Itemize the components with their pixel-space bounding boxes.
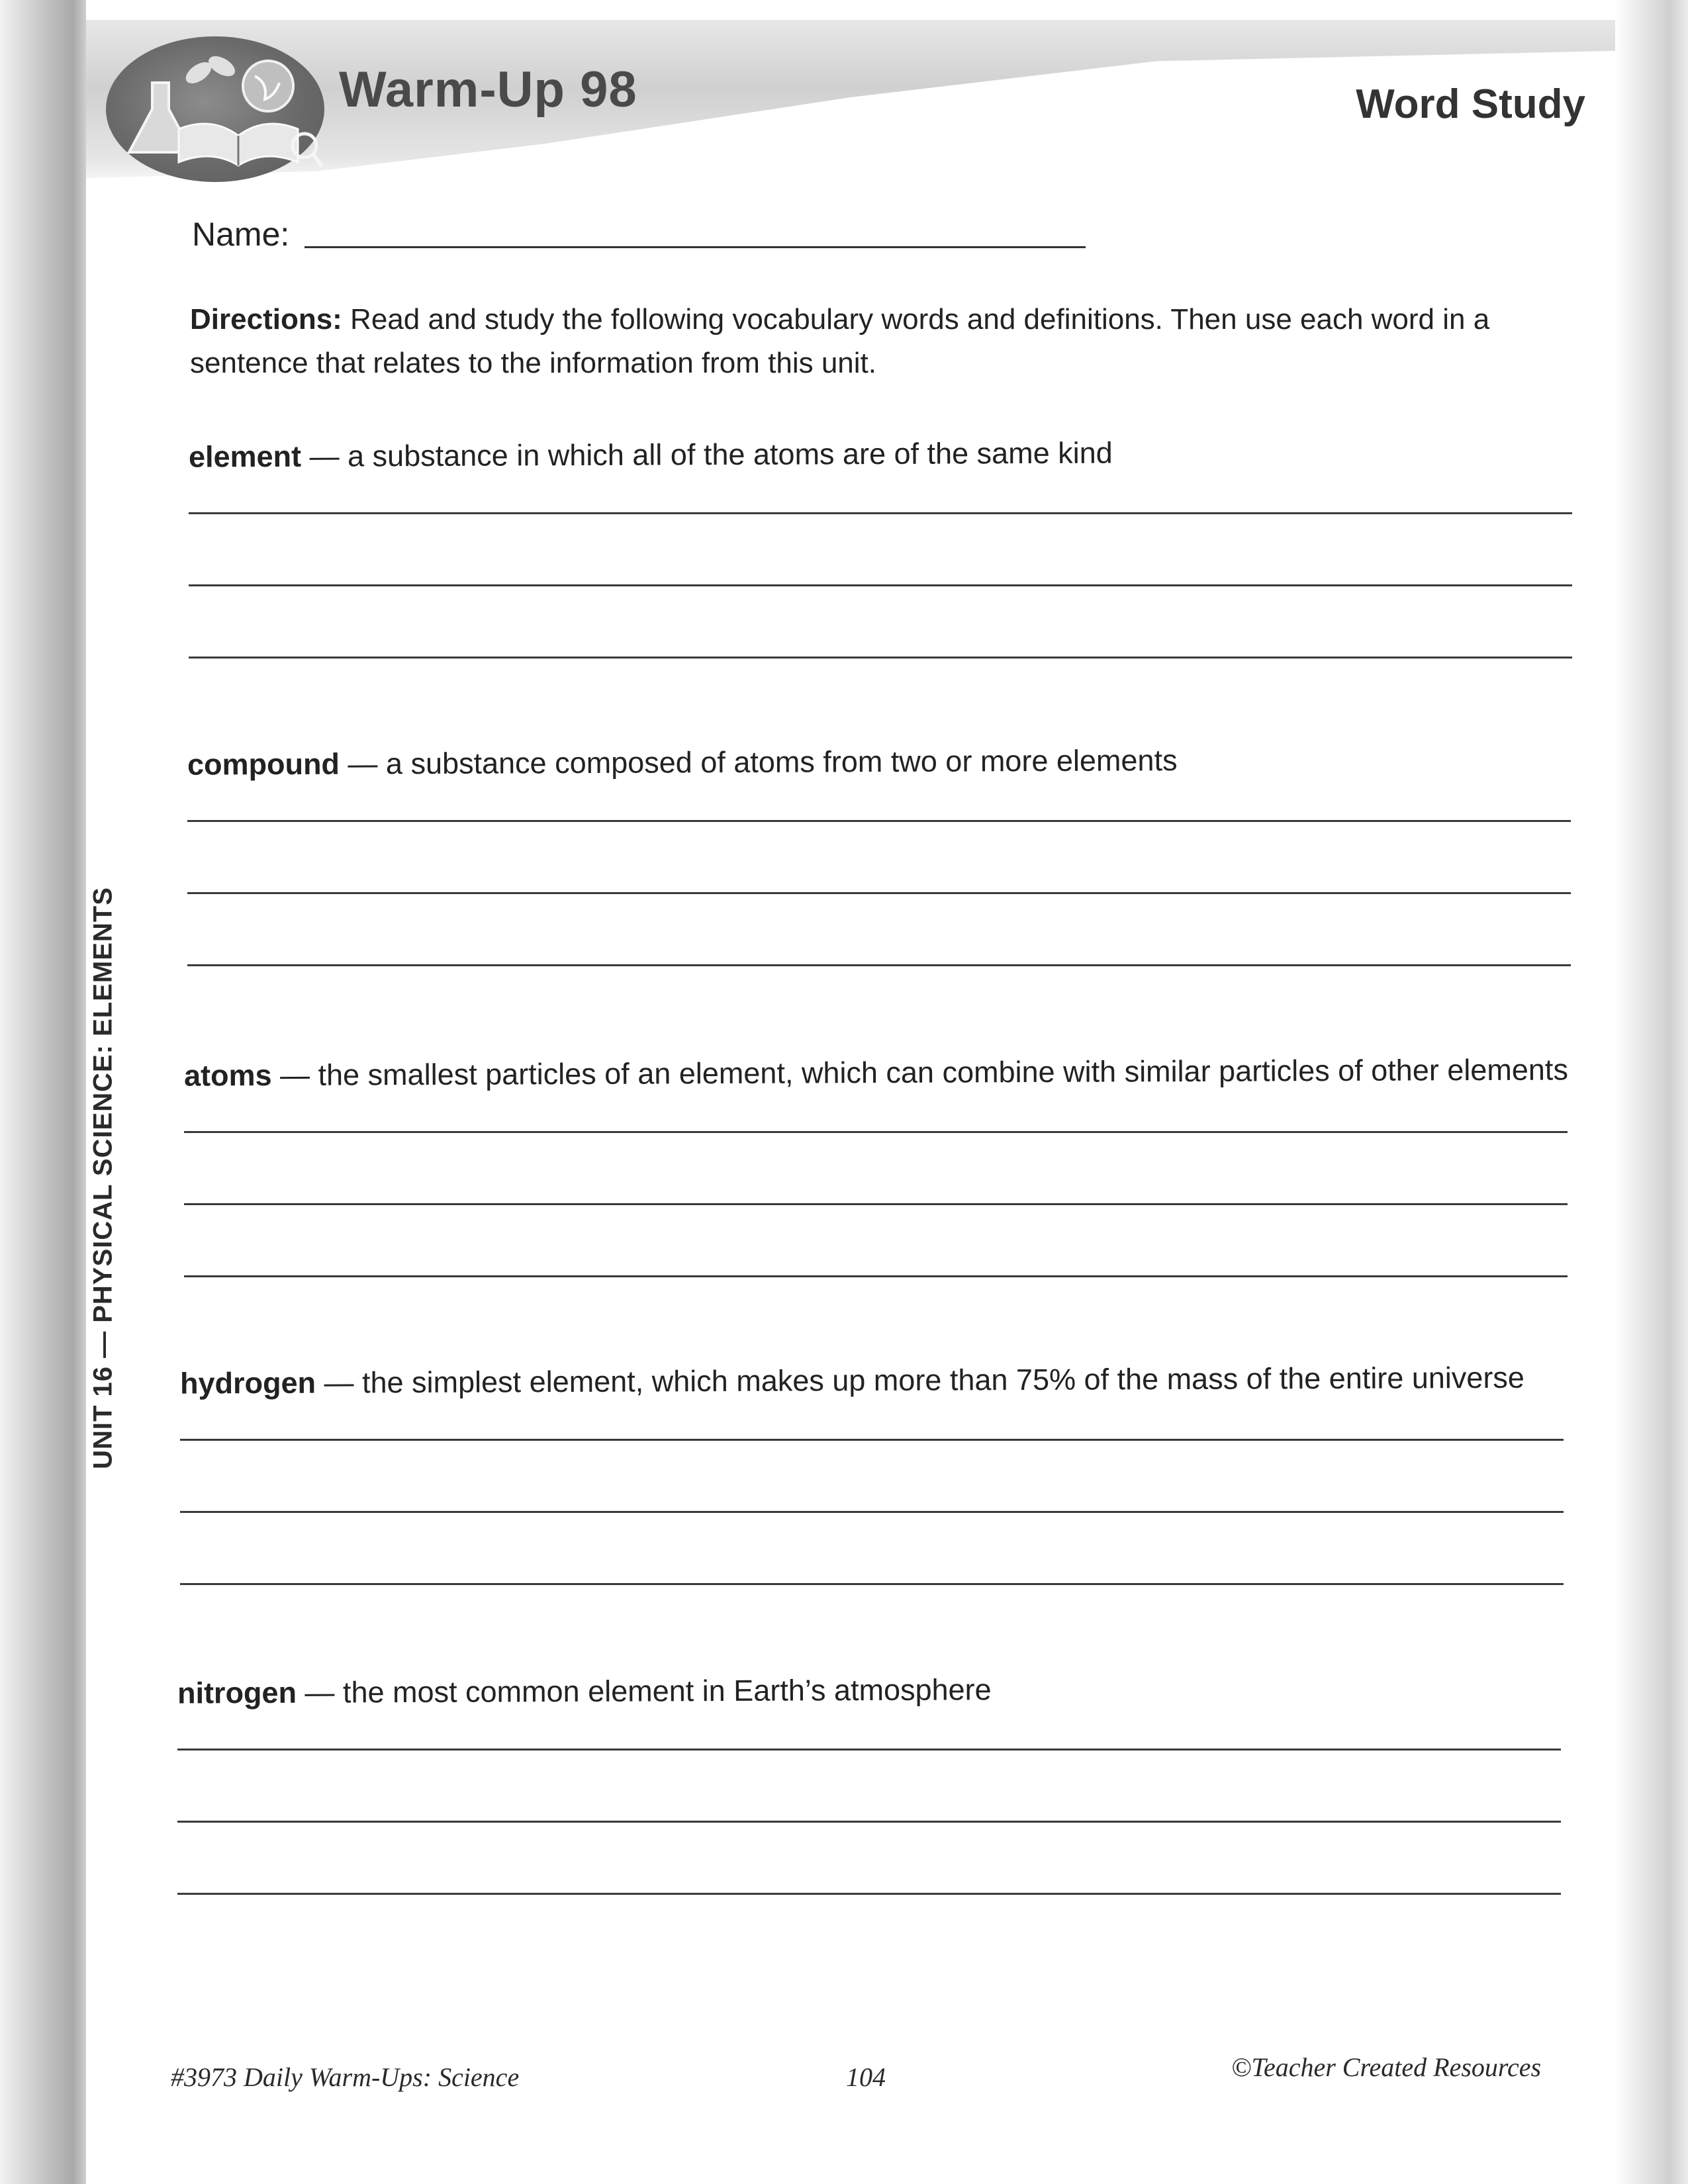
science-emblem-icon [106, 36, 324, 182]
unit-side-label: UNIT 16 — PHYSICAL SCIENCE: ELEMENTS [88, 887, 118, 1469]
answer-line[interactable] [187, 820, 1571, 822]
answer-line[interactable] [189, 584, 1572, 586]
vocab-definition-text: — the most common element in Earth’s atmosphere [296, 1672, 992, 1709]
answer-line[interactable] [189, 657, 1572, 659]
name-field[interactable] [305, 246, 1086, 248]
page-title: Warm-Up 98 [339, 62, 637, 118]
vocab-definition [187, 741, 1577, 782]
footer-copyright: ©Teacher Created Resources [1231, 2052, 1542, 2082]
name-label: Name: [192, 216, 290, 253]
vocab-term: hydrogen [179, 1365, 316, 1400]
answer-line[interactable] [187, 964, 1571, 966]
answer-line[interactable] [184, 1131, 1568, 1133]
vocab-term: compound [187, 747, 340, 782]
vocab-item-hydrogen [179, 1360, 1570, 1585]
scan-shadow-right [1615, 0, 1688, 2184]
answer-line[interactable] [180, 1511, 1564, 1513]
vocab-term: atoms [183, 1058, 272, 1093]
vocab-item-compound [187, 745, 1577, 966]
answer-line[interactable] [187, 892, 1571, 894]
vocab-term: nitrogen [177, 1675, 297, 1710]
vocab-item-atoms [183, 1052, 1574, 1277]
scan-shadow-left [0, 0, 86, 2184]
vocab-definition-text: — a substance in which all of the atoms are of the same kind [301, 435, 1113, 473]
directions-label: Directions: [190, 303, 342, 336]
answer-line[interactable] [177, 1893, 1561, 1895]
answer-line[interactable] [180, 1583, 1564, 1585]
footer-page-number: 104 [846, 2062, 886, 2092]
vocab-term: element [188, 439, 302, 474]
vocab-definition-text: — the smallest particles of an element, which can combine with similar particles of other elements [271, 1052, 1568, 1093]
vocab-definition [180, 1360, 1570, 1400]
vocab-item-element [189, 437, 1579, 659]
vocab-definition-text: — a substance composed of atoms from two or more elements [339, 743, 1178, 781]
vocab-definition-text: — the simplest element, which makes up more than 75% of the mass of the entire universe [315, 1360, 1525, 1400]
vocab-definition [177, 1670, 1568, 1710]
answer-line[interactable] [184, 1203, 1568, 1205]
section-category: Word Study [1356, 81, 1585, 127]
directions-text: Read and study the following vocabulary words and definitions. Then use each word in a sentence that relates to the information from this unit. [190, 303, 1490, 379]
answer-line[interactable] [180, 1439, 1564, 1441]
vocab-item-nitrogen [177, 1673, 1568, 1895]
answer-line[interactable] [189, 512, 1572, 514]
footer-book-title: #3973 Daily Warm-Ups: Science [171, 2062, 520, 2092]
directions [190, 298, 1567, 385]
answer-line[interactable] [177, 1749, 1561, 1751]
answer-line[interactable] [184, 1275, 1568, 1277]
answer-line[interactable] [177, 1821, 1561, 1823]
vocab-definition [184, 1052, 1574, 1093]
vocab-definition [189, 433, 1579, 474]
